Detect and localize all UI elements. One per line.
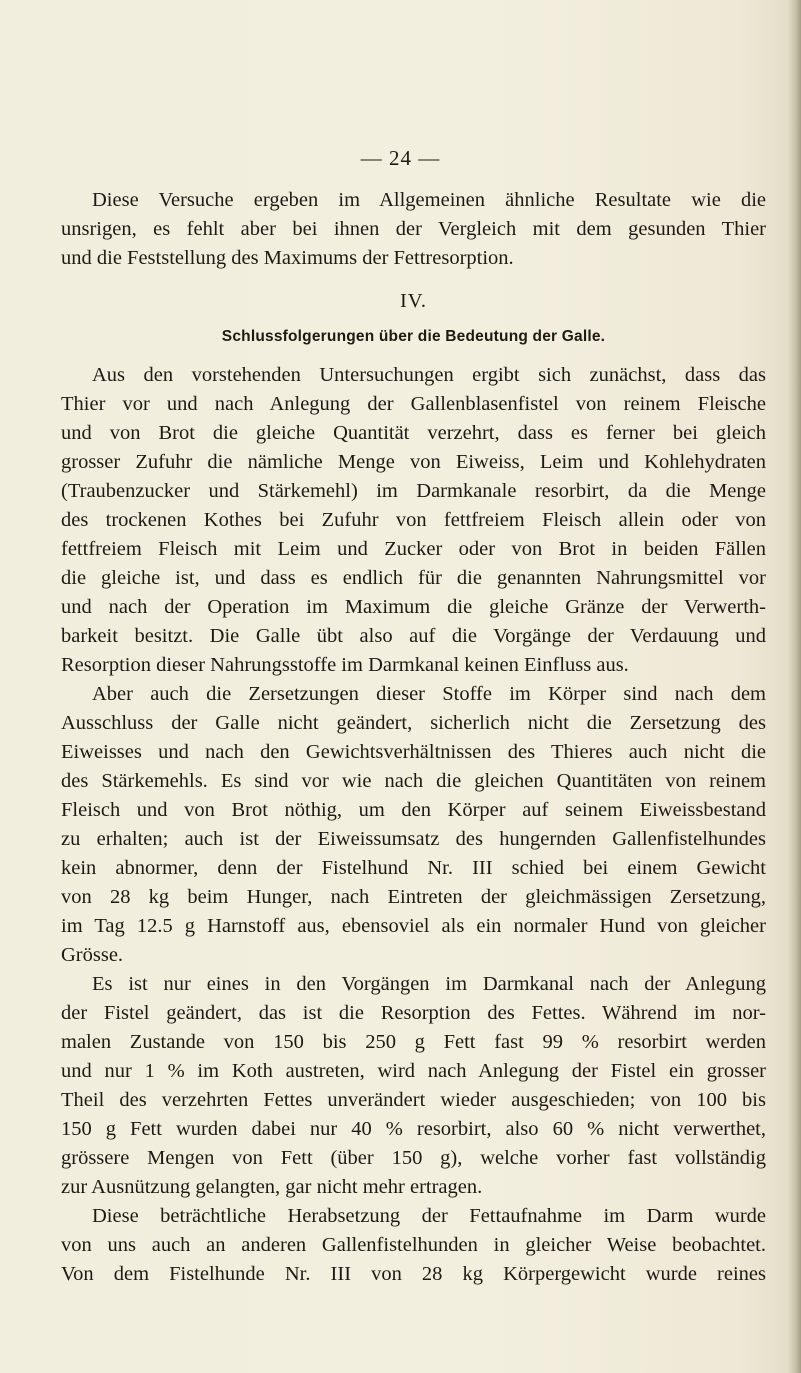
text-line: und von Brot die gleiche Quantität verzehrt, dass es ferner bei gleich (61, 422, 766, 444)
text-line: kein abnormer, denn der Fistelhund Nr. III schied bei einem Gewicht (61, 857, 766, 879)
text-line: Eiweisses und nach den Gewichtsverhältnissen des Thieres auch nicht die (61, 741, 766, 763)
text-line: Resorption dieser Nahrungsstoffe im Darmkanal keinen Einfluss aus. (61, 654, 629, 676)
paragraph-3 (61, 970, 766, 1202)
text-line: des Stärkemehls. Es sind vor wie nach die gleichen Quantitäten von reinem (61, 770, 766, 792)
text-line: des trockenen Kothes bei Zufuhr von fettfreiem Fleisch allein oder von (61, 509, 766, 531)
text-line: zur Ausnützung gelangten, gar nicht mehr ertragen. (61, 1176, 483, 1198)
paragraph-1 (61, 361, 766, 680)
text-line: 150 g Fett wurden dabei nur 40 % resorbirt, also 60 % nicht verwerthet, (61, 1118, 766, 1140)
text-line: fettfreiem Fleisch mit Leim und Zucker oder von Brot in beiden Fällen (61, 538, 766, 560)
text-line: von 28 kg beim Hunger, nach Eintreten der gleichmässigen Zersetzung, (61, 886, 766, 908)
text-line: Grösse. (61, 944, 124, 966)
text-line: und die Feststellung des Maximums der Fettresorption. (61, 247, 514, 269)
intro-paragraph (61, 186, 766, 273)
text-line: malen Zustande von 150 bis 250 g Fett fast 99 % resorbirt werden (61, 1031, 766, 1053)
text-line: von uns auch an anderen Gallenfistelhunden in gleicher Weise beobachtet. (61, 1234, 766, 1256)
text-line: Ausschluss der Galle nicht geändert, sicherlich nicht die Zersetzung des (61, 712, 766, 734)
page-edge-shadow (787, 0, 801, 1373)
text-line: zu erhalten; auch ist der Eiweissumsatz des hungernden Gallenfistelhundes (61, 828, 766, 850)
text-line: Fleisch und von Brot nöthig, um den Körper auf seinem Eiweissbestand (61, 799, 766, 821)
text-line: Theil des verzehrten Fettes unverändert wieder ausgeschieden; von 100 bis (61, 1089, 766, 1111)
text-line: barkeit besitzt. Die Galle übt also auf die Vorgänge der Verdauung und (61, 625, 766, 647)
section-number: IV. (399, 290, 428, 312)
paragraph-2 (61, 680, 766, 970)
section-title: Schlussfolgerungen über die Bedeutung der Galle. (221, 328, 606, 345)
page-number: — 24 — (360, 146, 441, 170)
text-line: Aber auch die Zersetzungen dieser Stoffe im Körper sind nach dem (92, 683, 766, 705)
text-line: (Traubenzucker und Stärkemehl) im Darmkanale resorbirt, da die Menge (61, 480, 766, 502)
text-line: unsrigen, es fehlt aber bei ihnen der Vergleich mit dem gesunden Thier (61, 218, 766, 240)
text-block (61, 186, 766, 1289)
text-line: Thier vor und nach Anlegung der Gallenblasenfistel von reinem Fleische (61, 393, 766, 415)
text-line: Diese Versuche ergeben im Allgemeinen ähnliche Resultate wie die (92, 189, 766, 211)
text-line: Von dem Fistelhunde Nr. III von 28 kg Körpergewicht wurde reines (61, 1263, 766, 1285)
text-line: und nur 1 % im Koth austreten, wird nach Anlegung der Fistel ein grosser (61, 1060, 766, 1082)
text-line: die gleiche ist, und dass es endlich für die genannten Nahrungsmittel vor (61, 567, 766, 589)
paragraph-4 (61, 1202, 766, 1289)
text-line: Diese beträchtliche Herabsetzung der Fettaufnahme im Darm wurde (92, 1205, 766, 1227)
text-line: grosser Zufuhr die nämliche Menge von Eiweiss, Leim und Kohlehydraten (61, 451, 766, 473)
text-line: Aus den vorstehenden Untersuchungen ergibt sich zunächst, dass das (92, 364, 766, 386)
text-line: grössere Mengen von Fett (über 150 g), welche vorher fast vollständig (61, 1147, 766, 1169)
text-line: der Fistel geändert, das ist die Resorption des Fettes. Während im nor- (61, 1002, 766, 1024)
text-line: und nach der Operation im Maximum die gleiche Gränze der Verwerth- (61, 596, 766, 618)
text-line: im Tag 12.5 g Harnstoff aus, ebensoviel als ein normaler Hund von gleicher (61, 915, 766, 937)
text-line: Es ist nur eines in den Vorgängen im Darmkanal nach der Anlegung (92, 973, 766, 995)
